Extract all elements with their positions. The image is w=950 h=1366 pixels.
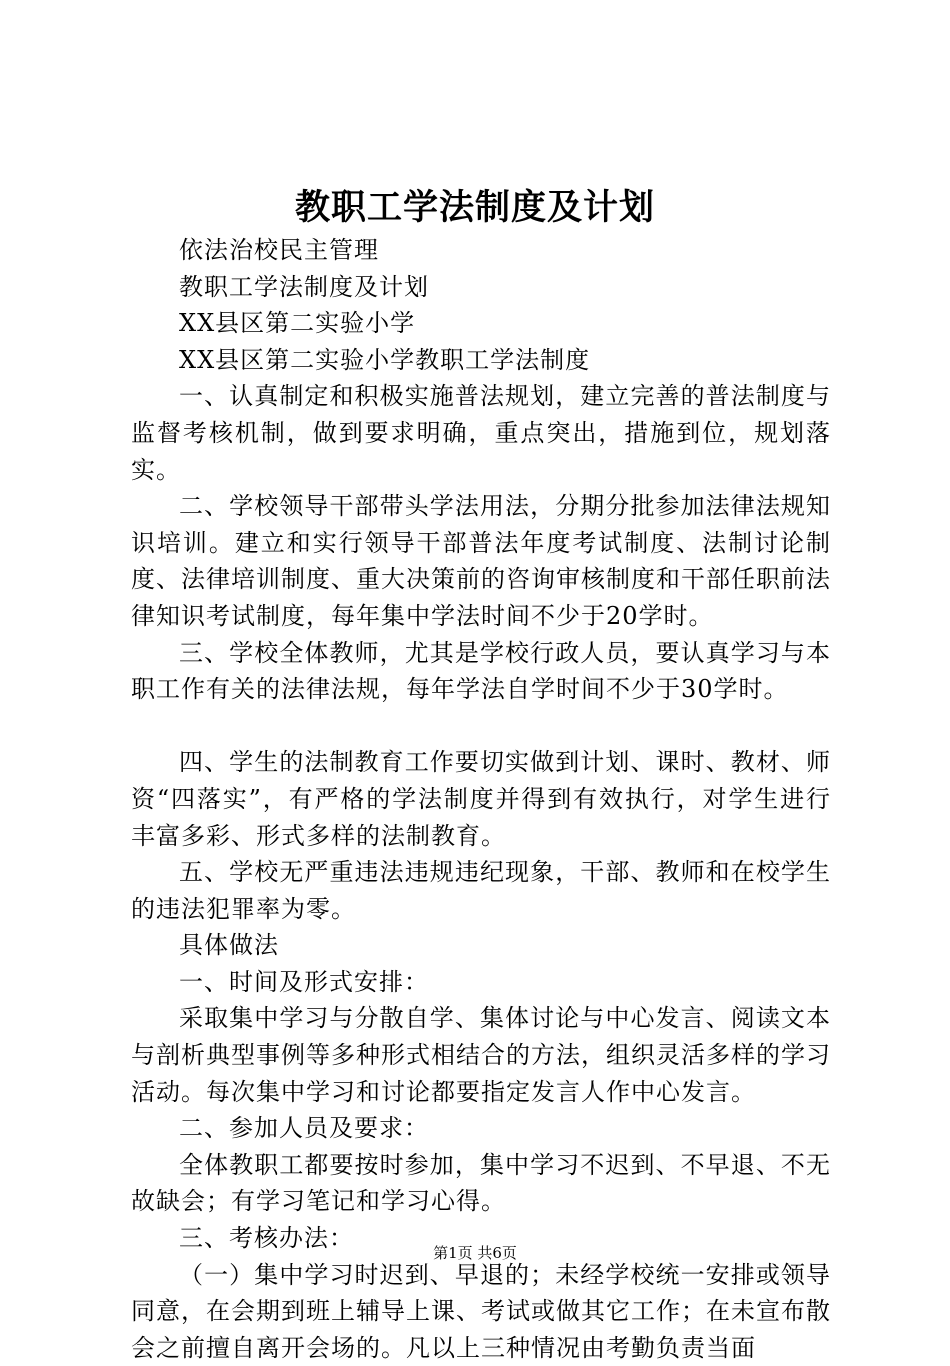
- paragraph: 教职工学法制度及计划: [179, 272, 429, 301]
- paragraph: 一、时间及形式安排：: [179, 967, 429, 996]
- paragraph: （一）集中学习时迟到、早退的；未经学校统一安排或领导同意，在会期到班上辅导上课、考试或做其它工作；在未宣布散会之前擅自离开会场的。凡以上三种情况由考勤负责当面: [131, 1260, 831, 1362]
- paragraph: 一、认真制定和积极实施普法规划，建立完善的普法制度与监督考核机制，做到要求明确，重点突出，措施到位，规划落实。: [131, 382, 831, 484]
- paragraph: 具体做法: [179, 931, 279, 960]
- document-title: 教职工学法制度及计划: [294, 187, 655, 228]
- document-body: [131, 232, 831, 1366]
- paragraph: XX县区第二实验小学: [179, 309, 416, 338]
- paragraph: 五、学校无严重违法违规违纪现象，干部、教师和在校学生的违法犯罪率为零。: [131, 858, 831, 923]
- paragraph: XX县区第二实验小学教职工学法制度: [179, 345, 591, 374]
- paragraph: 采取集中学习与分散自学、集体讨论与中心发言、阅读文本与剖析典型事例等多种形式相结合的方法，组织灵活多样的学习活动。每次集中学习和讨论都要指定发言人作中心发言。: [131, 1004, 831, 1106]
- paragraph: 全体教职工都要按时参加，集中学习不迟到、不早退、不无故缺会；有学习笔记和学习心得。: [131, 1150, 831, 1216]
- page-footer: 第1页 共6页: [433, 1244, 517, 1262]
- paragraph: 二、参加人员及要求：: [179, 1114, 429, 1143]
- paragraph: 三、学校全体教师，尤其是学校行政人员，要认真学习与本职工作有关的法律法规，每年学法自学时间不少于30学时。: [131, 638, 831, 704]
- paragraph: 三、考核办法：: [179, 1224, 354, 1253]
- paragraph: 二、学校领导干部带头学法用法，分期分批参加法律法规知识培训。建立和实行领导干部普法年度考试制度、法制讨论制度、法律培训制度、重大决策前的咨询审核制度和干部任职前法律知识考试制度，每年集中学法时间不少于20学时。: [131, 492, 831, 630]
- paragraph: 四、学生的法制教育工作要切实做到计划、课时、教材、师资“四落实”，有严格的学法制度并得到有效执行，对学生进行丰富多彩、形式多样的法制教育。: [131, 748, 831, 850]
- paragraph: 依法治校民主管理: [179, 236, 379, 264]
